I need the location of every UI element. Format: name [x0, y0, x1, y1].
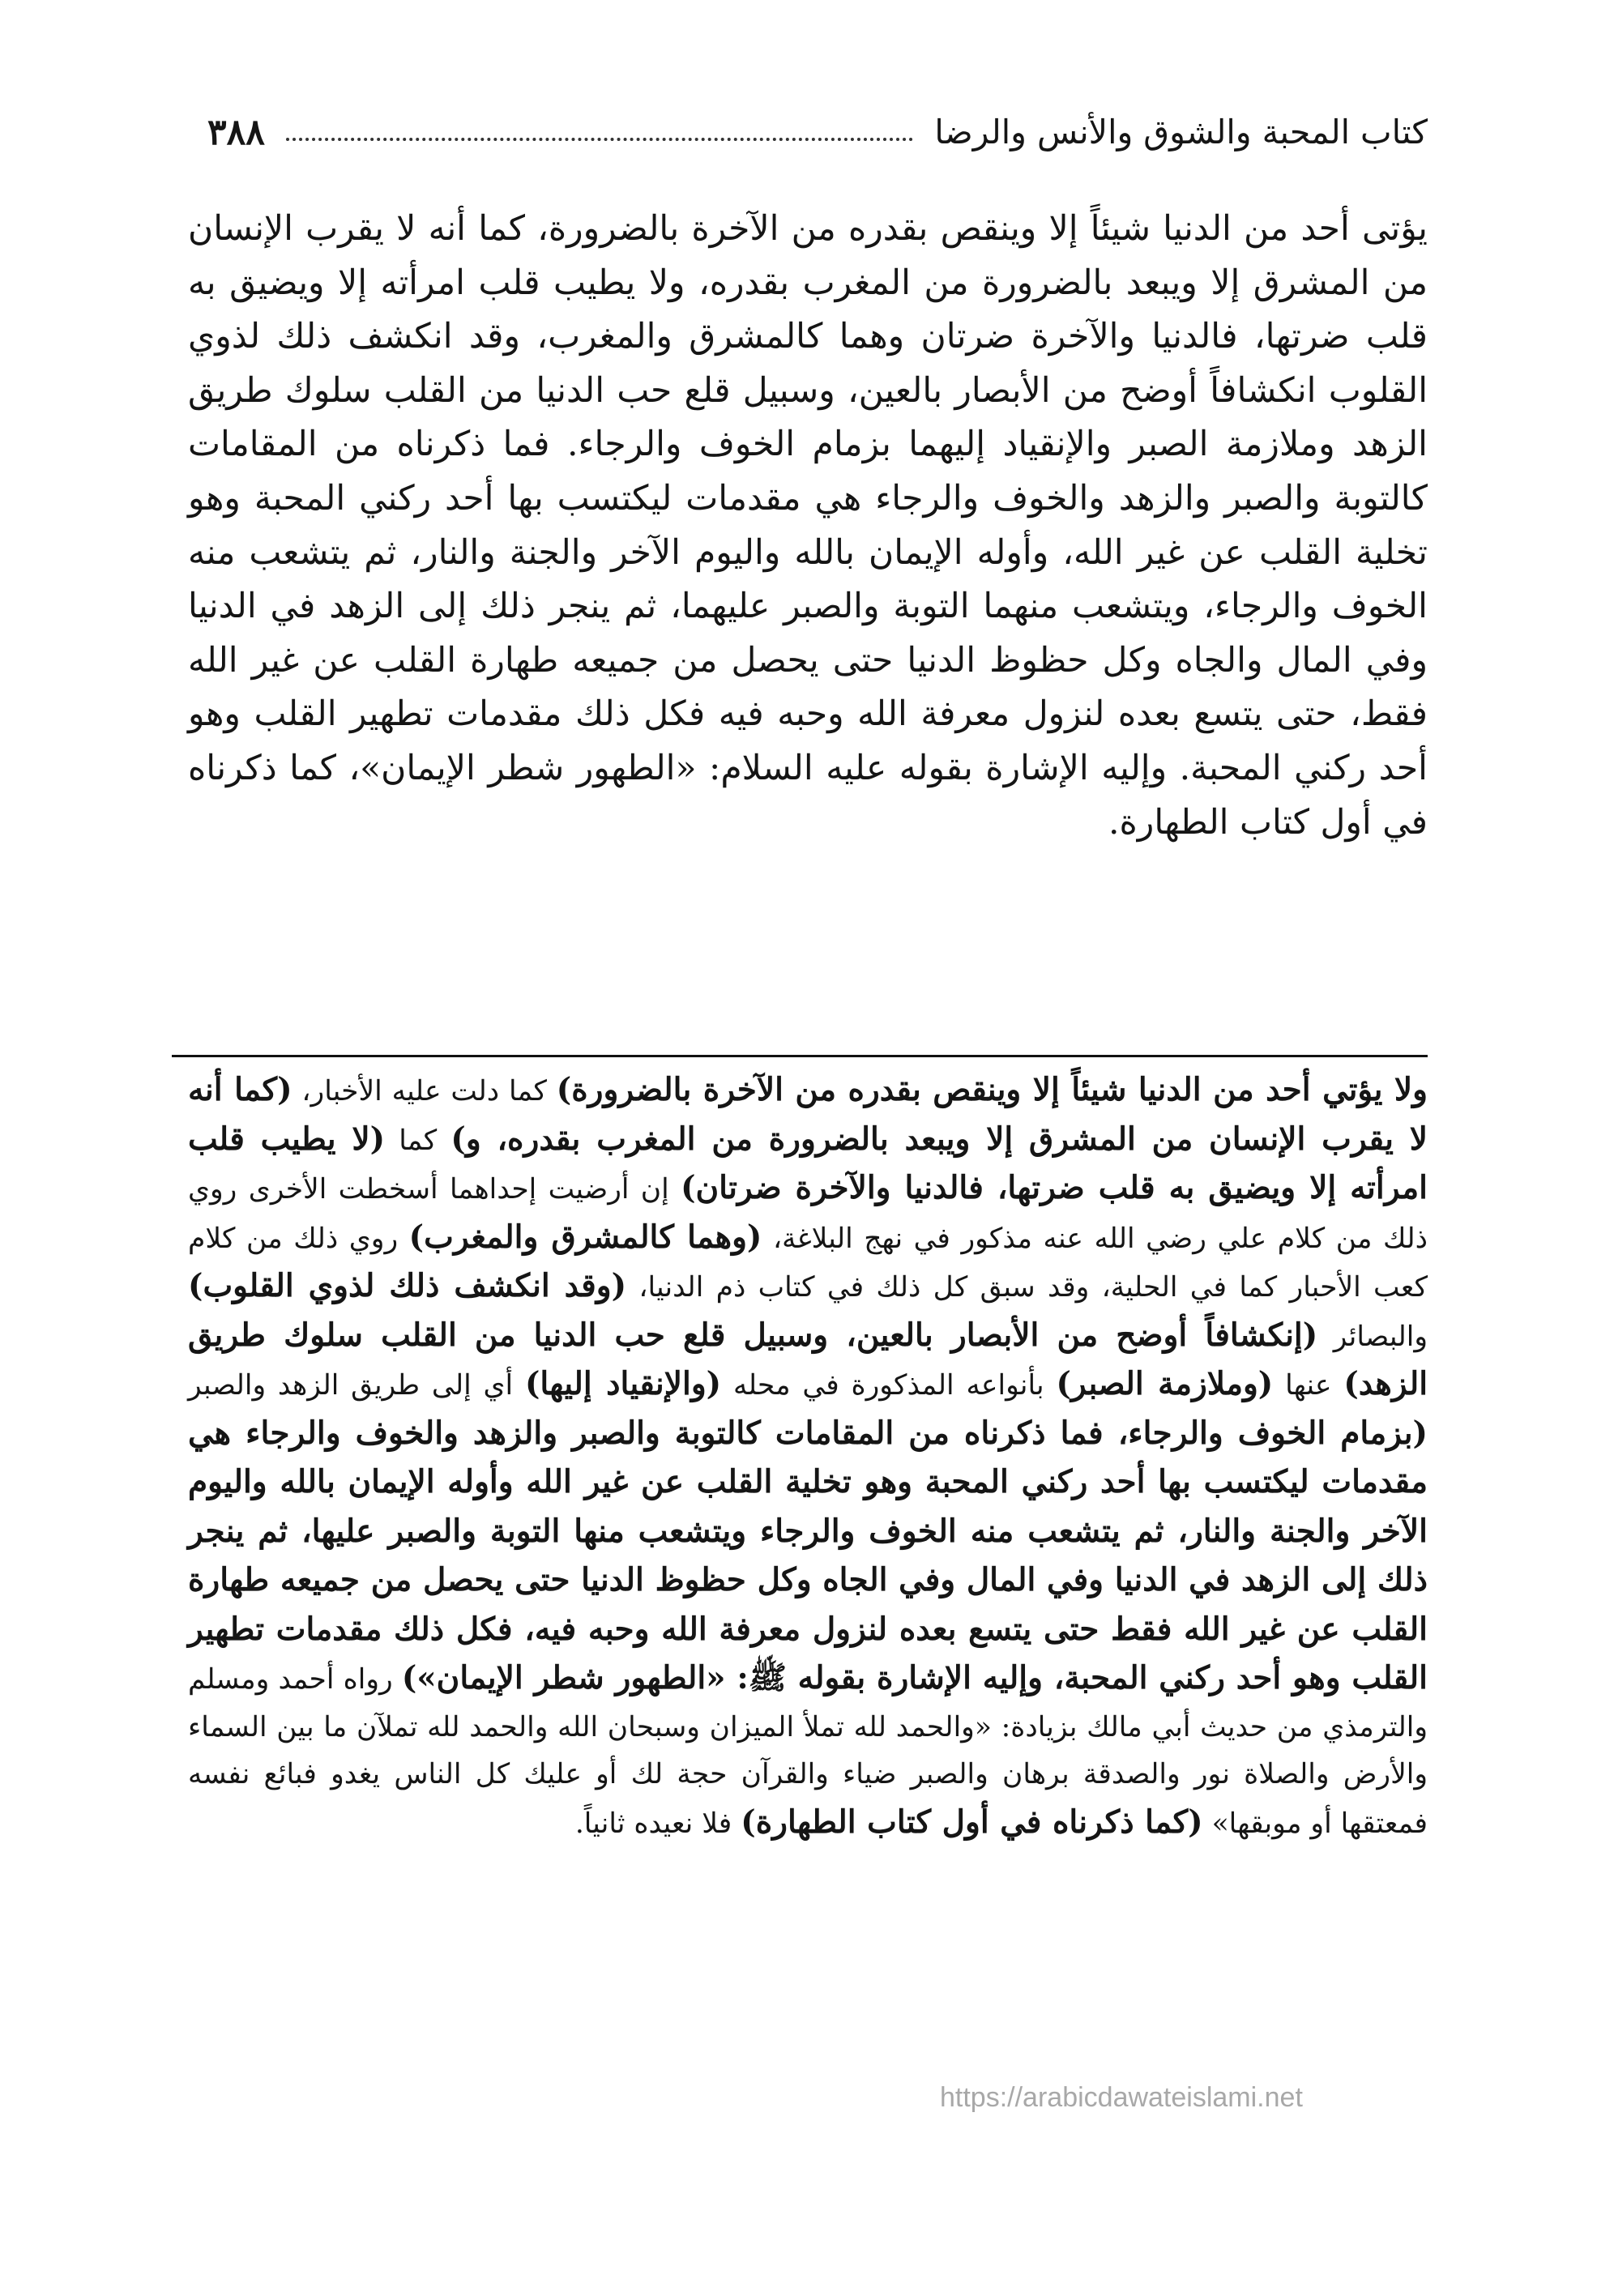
commentary-segment: بأنواعه المذكورة في محله: [721, 1369, 1057, 1402]
quoted-text-segment: (كما ذكرناه في أول كتاب الطهارة): [741, 1803, 1203, 1841]
commentary-segment: فلا نعيده ثانياً.: [574, 1807, 741, 1840]
page-header: [194, 104, 1428, 160]
quoted-text-segment: (بزمام الخوف والرجاء، فما ذكرناه من المقامات كالتوبة والصبر والزهد والخوف والرجاء هي مقدمات ليكتسب بها أحد ركني المحبة وهو تخلية القلب عن غير الله وأوله الإيمان بالله واليوم الآخر والجنة والنار، ثم يتشعب منه الخوف والرجاء ويتشعب منها التوبة والصبر عليها، ثم ينجر ذلك إلى الزهد في الدنيا وفي المال وفي الجاه وكل حظوظ الدنيا حتى يحصل من جميعه طهارة القلب عن غير الله فقط حتى يتسع بعده لنزول معرفة الله وحبه فيه، فكل ذلك مقدمات تطهير القلب وهو أحد ركني المحبة، وإليه الإشارة بقوله ﷺ: «الطهور شطر الإيمان»): [188, 1414, 1428, 1696]
commentary-segment: كما: [385, 1124, 451, 1157]
header-dotted-leader: [286, 138, 913, 141]
page-number: ٣٨٨: [207, 111, 265, 153]
commentary-segment: رواه أحمد ومسلم والترمذي من حديث أبي مالك بزيادة: «والحمد لله تملأ الميزان وسبحان الله والحمد لله تملآن ما بين السماء والأرض والصلاة نور والصدقة برهان والصبر ضياء والقرآن حجة لك أو عليك كل الناس يغدو فبائع نفسه فمعتقها أو موبقها»: [188, 1663, 1428, 1840]
quoted-text-segment: (وملازمة الصبر): [1056, 1365, 1274, 1402]
commentary-segment: إن أرضيت إحداهما أسخطت الأخرى روي ذلك من كلام علي رضي الله عنه مذكور في نهج البلاغة،: [188, 1173, 1428, 1255]
footnote-divider: [172, 1055, 1428, 1057]
commentary-segment: أي إلى طريق الزهد والصبر: [188, 1369, 525, 1402]
quoted-text-segment: (والإنقياد إليها): [524, 1365, 722, 1402]
commentary-segment: والبصائر: [1317, 1320, 1428, 1353]
quoted-text-segment: (إنكشافاً أوضح من الأبصار بالعين، وسبيل قلع حب الدنيا من القلب سلوك طريق الزهد): [188, 1316, 1428, 1402]
watermark-url: https://arabicdawateislami.net: [940, 2082, 1303, 2113]
quoted-text-segment: (وقد انكشف ذلك لذوي القلوب): [188, 1267, 627, 1304]
commentary-segment: كما دلت عليه الأخبار،: [292, 1075, 557, 1107]
main-text: يؤتى أحد من الدنيا شيئاً إلا وينقص بقدره من الآخرة بالضرورة، كما أنه لا يقرب الإنسان من المشرق إلا ويبعد بالضرورة من المغرب بقدره، ولا يطيب قلب امرأته إلا ويضيق به قلب ضرتها، فالدنيا والآخرة ضرتان وهما كالمشرق والمغرب، وقد انكشف ذلك لذوي القلوب انكشافاً أوضح من الأبصار بالعين، وسبيل قلع حب الدنيا من القلب سلوك طريق الزهد وملازمة الصبر والإنقياد إليهما بزمام الخوف والرجاء. فما ذكرناه من المقامات كالتوبة والصبر والزهد والخوف والرجاء هي مقدمات ليكتسب بها أحد ركني المحبة وهو تخلية القلب عن غير الله، وأوله الإيمان بالله واليوم الآخر والجنة والنار، ثم يتشعب منه الخوف والرجاء، ويتشعب منهما التوبة والصبر عليهما، ثم ينجر ذلك إلى الزهد في الدنيا وفي المال والجاه وكل حظوظ الدنيا حتى يحصل من جميعه طهارة القلب عن غير الله فقط، حتى يتسع بعده لنزول معرفة الله وحبه فيه فكل ذلك مقدمات تطهير القلب وهو أحد ركني المحبة. وإليه الإشارة بقوله عليه السلام: «الطهور شطر الإيمان»، كما ذكرناه في أول كتاب الطهارة.: [188, 209, 1428, 843]
quoted-text-segment: (وهما كالمشرق والمغرب): [408, 1218, 762, 1256]
commentary-segment: روي ذلك من كلام كعب الأحبار كما في الحلية، وقد سبق كل ذلك في كتاب ذم الدنيا،: [188, 1222, 1428, 1304]
quoted-text-segment: ولا يؤتي أحد من الدنيا شيئاً إلا وينقص بقدره من الآخرة بالضرورة): [556, 1071, 1428, 1108]
commentary-segment: عنها: [1273, 1369, 1344, 1402]
commentary-text: [188, 1066, 1428, 1847]
quoted-text-segment: (لا يطيب قلب امرأته إلا ويضيق به قلب ضرتها، فالدنيا والآخرة ضرتان): [188, 1120, 1428, 1206]
quoted-text-segment: (كما أنه لا يقرب الإنسان من المشرق إلا ويبعد بالضرورة من المغرب بقدره، و): [188, 1071, 1428, 1158]
running-title: كتاب المحبة والشوق والأنس والرضا: [934, 113, 1428, 152]
